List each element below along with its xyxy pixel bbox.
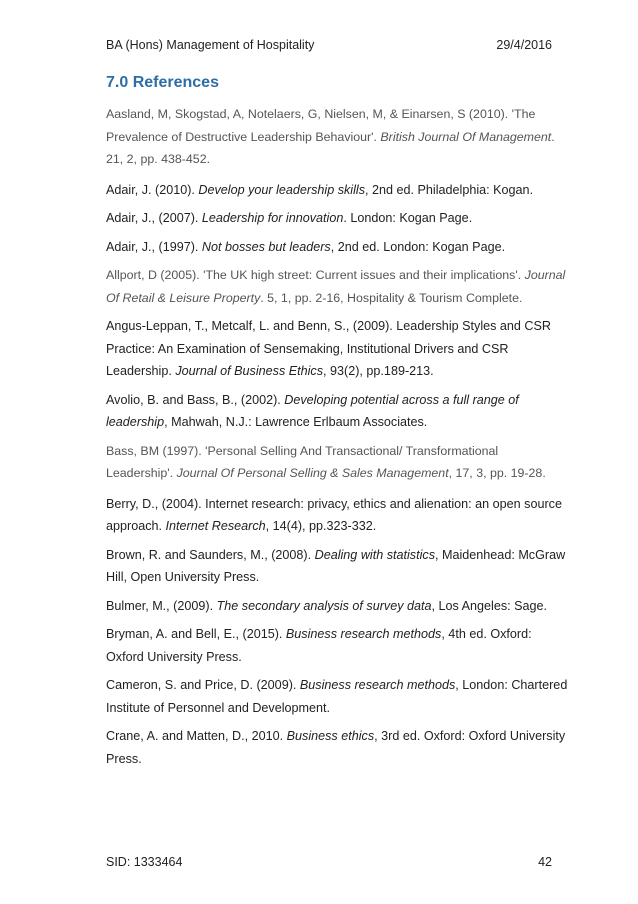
reference-bulmer: Bulmer, M., (2009). The secondary analysis of survey data, Los Angeles: Sage. xyxy=(106,598,548,613)
reference-crane: Crane, A. and Matten, D., 2010. Business ethics, 3rd ed. Oxford: Oxford University Press. xyxy=(106,729,566,766)
reference-adair-2007: Adair, J., (2007). Leadership for innovation. London: Kogan Page. xyxy=(106,211,473,225)
section-title: 7.0 References xyxy=(106,74,219,91)
reference-avolio: Avolio, B. and Bass, B., (2002). Developing potential across a full range of leadership, Mahwah, N.J.: Lawrence Erlbaum Associates. xyxy=(106,392,519,429)
footer-student-id: SID: 1333464 xyxy=(106,855,183,869)
reference-angus-leppan: Angus-Leppan, T., Metcalf, L. and Benn, S., (2009). Leadership Styles and CSR Practice: An Examination of Sensemaking, Institutional Drivers and CSR Leadership. Journal of Business Ethics, 93(2), pp.189-213. xyxy=(106,319,552,378)
reference-brown: Brown, R. and Saunders, M., (2008). Dealing with statistics, Maidenhead: McGraw Hill, Open University Press. xyxy=(106,547,566,584)
reference-berry: Berry, D., (2004). Internet research: privacy, ethics and alienation: an open source approach. Internet Research, 14(4), pp.323-332. xyxy=(106,496,562,533)
reference-bass: Bass, BM (1997). 'Personal Selling And Transactional/ Transformational Leadership'. Journal Of Personal Selling & Sales Management, 17, 3, pp. 19-28. xyxy=(106,443,546,480)
reference-adair-1997: Adair, J., (1997). Not bosses but leaders, 2nd ed. London: Kogan Page. xyxy=(106,239,506,254)
header-date: 29/4/2016 xyxy=(496,38,552,52)
reference-list xyxy=(106,103,568,776)
reference-cameron: Cameron, S. and Price, D. (2009). Business research methods, London: Chartered Institute of Personnel and Development. xyxy=(106,678,568,715)
page-number: 42 xyxy=(538,855,552,869)
reference-adair-2010: Adair, J. (2010). Develop your leadership skills, 2nd ed. Philadelphia: Kogan. xyxy=(106,182,534,197)
reference-bryman: Bryman, A. and Bell, E., (2015). Business research methods, 4th ed. Oxford: Oxford University Press. xyxy=(106,627,532,664)
reference-aasland: Aasland, M, Skogstad, A, Notelaers, G, Nielsen, M, & Einarsen, S (2010). 'The Prevalence of Destructive Leadership Behaviour'. British Journal Of Management. 21, 2, pp. 438-452. xyxy=(106,107,555,166)
reference-allport: Allport, D (2005). 'The UK high street: Current issues and their implications'. Journal Of Retail & Leisure Property. 5, 1, pp. 2-16, Hospitality & Tourism Complete. xyxy=(106,268,566,305)
header-course-title: BA (Hons) Management of Hospitality xyxy=(106,38,315,52)
